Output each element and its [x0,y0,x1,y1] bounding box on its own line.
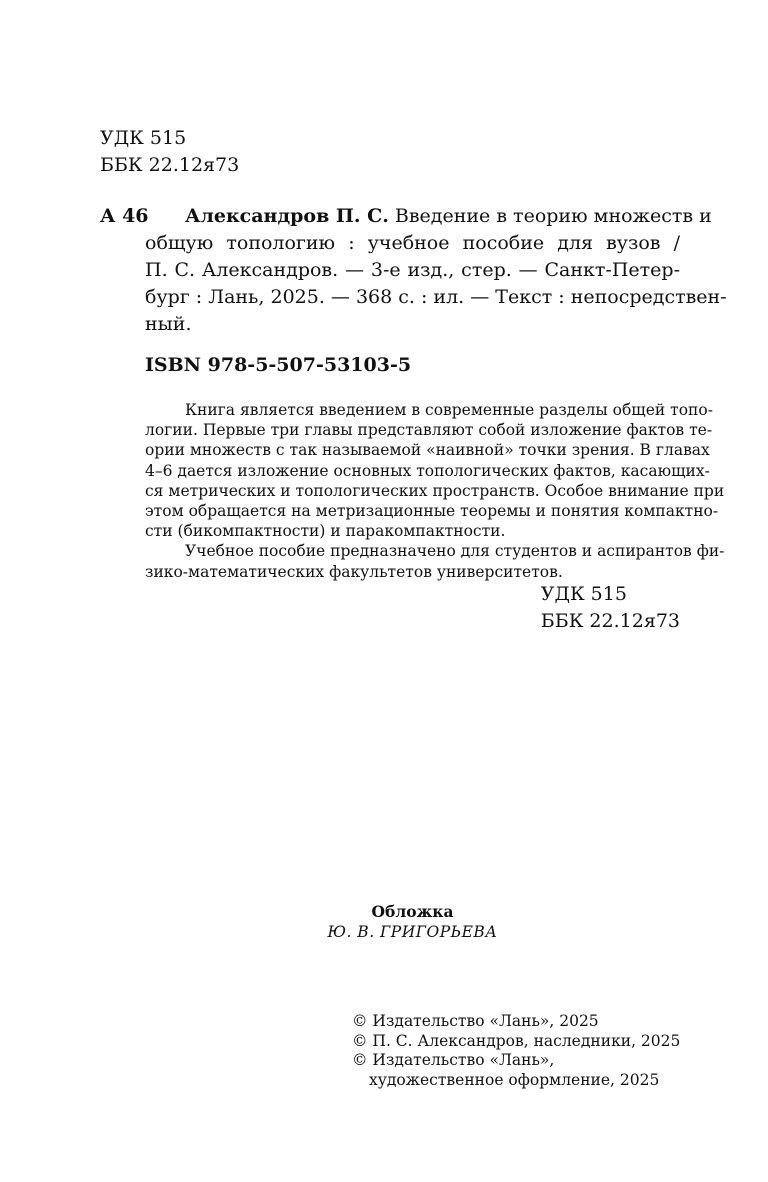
abstract-line: ся метрических и топологических пространств. Особое внимание при [145,481,725,500]
entry-title-start: Введение в теорию множеств и [388,205,712,227]
entry-line-5: ный. [145,313,192,335]
udk-code: УДК 515 [540,583,627,605]
classification-bottom [541,581,680,635]
abstract-line: зико-математических факультетов университетов. [145,562,563,581]
classification-top [100,125,239,179]
copyright-line: художественное оформление, 2025 [369,1070,660,1089]
entry-line-1 [145,203,712,230]
bbk-code: ББК 22.12я73 [540,610,680,632]
abstract-line: Учебное пособие предназначено для студентов и аспирантов фи- [185,542,725,561]
cover-label: Обложка [371,902,454,921]
copyright-line: © П. С. Александров, наследники, 2025 [352,1031,681,1050]
author-name: Александров П. С. [185,205,389,227]
abstract [145,400,725,582]
abstract-line: сти (бикомпактности) и паракомпактности. [145,522,506,541]
udk-code: УДК 515 [100,127,187,149]
abstract-line: логии. Первые три главы представляют собой изложение фактов те- [145,421,713,440]
bbk-code: ББК 22.12я73 [100,154,240,176]
cover-designer: Ю. В. ГРИГОРЬЕВА [327,923,498,941]
entry-line-3: П. С. Александров. — 3-е изд., стер. — Санкт-Петер- [145,259,680,281]
abstract-line: этом обращается на метризационные теоремы и понятия компактно- [145,502,719,521]
abstract-line: Книга является введением в современные разделы общей топо- [185,401,713,419]
copyright-line: © Издательство «Лань», [352,1051,555,1069]
isbn: ISBN 978-5-507-53103-5 [145,354,412,376]
abstract-line: ории множеств с так называемой «наивной» точки зрения. В главах [145,441,710,460]
catalog-entry [145,203,727,338]
entry-line-2: общую топологию : учебное пособие для вузов / [145,232,680,254]
entry-line-4: бург : Лань, 2025. — 368 с. : ил. — Текст : непосредствен- [145,286,727,308]
cover-credit [145,902,680,942]
copyright-block [352,1012,680,1090]
author-sign: А 46 [100,205,149,227]
copyright-line: © Издательство «Лань», 2025 [352,1012,599,1030]
abstract-line: 4–6 дается изложение основных топологических фактов, касающих- [145,461,710,480]
